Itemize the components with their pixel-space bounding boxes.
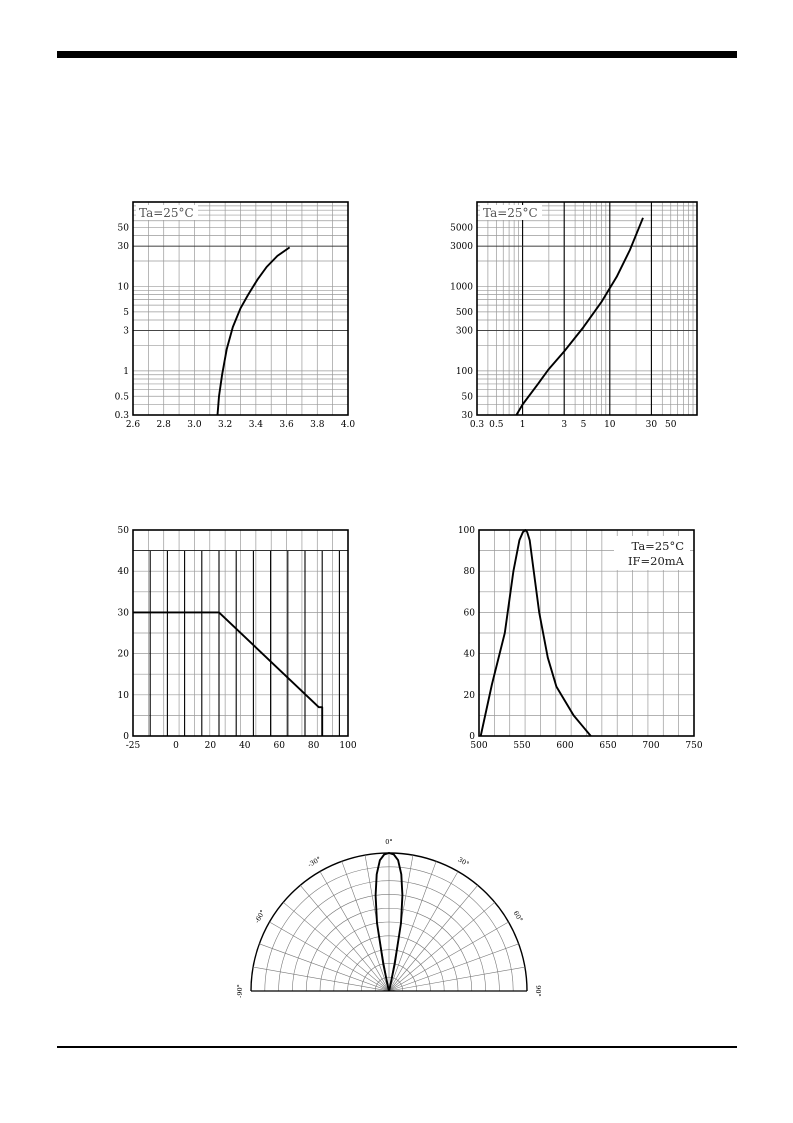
x-tick-label: 2.6 bbox=[125, 420, 141, 430]
x-tick-label: 1 bbox=[519, 420, 526, 430]
angle-label: 0° bbox=[385, 838, 393, 846]
y-tick-label: 0 bbox=[469, 732, 475, 742]
x-tick-label: 3.0 bbox=[187, 420, 202, 430]
x-tick-label: 40 bbox=[239, 741, 251, 751]
y-tick-label: 1 bbox=[123, 366, 129, 377]
y-tick-label: 3 bbox=[123, 326, 129, 337]
y-tick-label: 80 bbox=[463, 567, 475, 578]
x-tick-label: 0.3 bbox=[469, 420, 485, 430]
chart-panel-2 bbox=[450, 202, 697, 430]
x-tick-label: 3.2 bbox=[217, 420, 233, 430]
y-tick-label: 10 bbox=[117, 282, 129, 293]
y-tick-label: 0.5 bbox=[114, 392, 129, 403]
y-tick-label: 300 bbox=[455, 326, 473, 337]
y-tick-label: 50 bbox=[117, 223, 129, 234]
y-tick-label: 30 bbox=[461, 411, 473, 421]
series-line bbox=[516, 218, 643, 415]
x-tick-label: 50 bbox=[665, 420, 677, 430]
x-tick-label: 100 bbox=[339, 741, 357, 751]
angle-label: 30° bbox=[456, 855, 471, 869]
y-tick-label: 20 bbox=[117, 649, 129, 660]
y-tick-label: 30 bbox=[117, 608, 129, 619]
x-tick-label: 550 bbox=[513, 741, 531, 751]
y-tick-label: 40 bbox=[117, 567, 129, 578]
y-tick-label: 50 bbox=[461, 392, 473, 403]
x-tick-label: 0 bbox=[173, 741, 179, 751]
x-tick-label: 60 bbox=[273, 741, 285, 751]
x-tick-label: 0.5 bbox=[489, 420, 504, 430]
x-tick-label: 10 bbox=[604, 420, 616, 430]
y-tick-label: 30 bbox=[117, 242, 129, 253]
x-tick-label: -25 bbox=[125, 741, 141, 751]
angle-label: -90° bbox=[236, 984, 244, 998]
x-tick-label: 750 bbox=[685, 741, 703, 751]
x-tick-label: 3.4 bbox=[248, 420, 264, 430]
plot-frame bbox=[477, 202, 697, 415]
y-tick-label: 100 bbox=[457, 526, 475, 536]
y-tick-label: 20 bbox=[463, 690, 475, 701]
angle-label: 60° bbox=[511, 909, 525, 924]
chart-panel-5 bbox=[236, 838, 542, 998]
angle-label: -60° bbox=[253, 908, 267, 925]
y-tick-label: 50 bbox=[117, 526, 129, 536]
x-tick-label: 700 bbox=[642, 741, 660, 751]
y-tick-label: 40 bbox=[463, 649, 475, 660]
y-tick-label: 1000 bbox=[450, 282, 473, 293]
x-tick-label: 30 bbox=[645, 420, 658, 430]
y-tick-label: 500 bbox=[455, 307, 473, 318]
x-tick-label: 600 bbox=[556, 741, 574, 751]
x-tick-label: 3 bbox=[561, 420, 568, 430]
x-tick-label: 5 bbox=[580, 420, 587, 430]
y-tick-label: 100 bbox=[455, 366, 473, 377]
y-tick-label: 0.3 bbox=[114, 411, 129, 421]
x-tick-label: 650 bbox=[599, 741, 617, 751]
grid bbox=[477, 202, 697, 415]
y-tick-label: 5000 bbox=[450, 223, 473, 234]
chart-panel-3 bbox=[118, 526, 357, 751]
x-tick-label: 20 bbox=[204, 741, 217, 751]
y-tick-label: 60 bbox=[463, 608, 475, 619]
x-tick-label: 2.8 bbox=[156, 420, 171, 430]
y-tick-label: 0 bbox=[123, 732, 129, 742]
chart-panel-4 bbox=[458, 526, 703, 751]
y-tick-label: 3000 bbox=[450, 242, 473, 253]
angle-label: 90° bbox=[534, 985, 542, 997]
condition-annotation: Ta=25°C bbox=[139, 206, 194, 220]
angle-label: -30° bbox=[306, 855, 323, 869]
x-tick-label: 500 bbox=[470, 741, 488, 751]
x-tick-label: 4.0 bbox=[340, 420, 356, 430]
x-tick-label: 3.8 bbox=[310, 420, 325, 430]
y-tick-label: 10 bbox=[117, 690, 129, 701]
condition-annotation: IF=20mA bbox=[627, 554, 684, 568]
condition-annotation: Ta=25°C bbox=[631, 539, 684, 553]
chart-panel-1 bbox=[115, 202, 356, 430]
x-tick-label: 80 bbox=[307, 741, 320, 751]
y-tick-label: 5 bbox=[123, 307, 129, 318]
x-tick-label: 3.6 bbox=[279, 420, 294, 430]
condition-annotation: Ta=25°C bbox=[483, 206, 538, 220]
